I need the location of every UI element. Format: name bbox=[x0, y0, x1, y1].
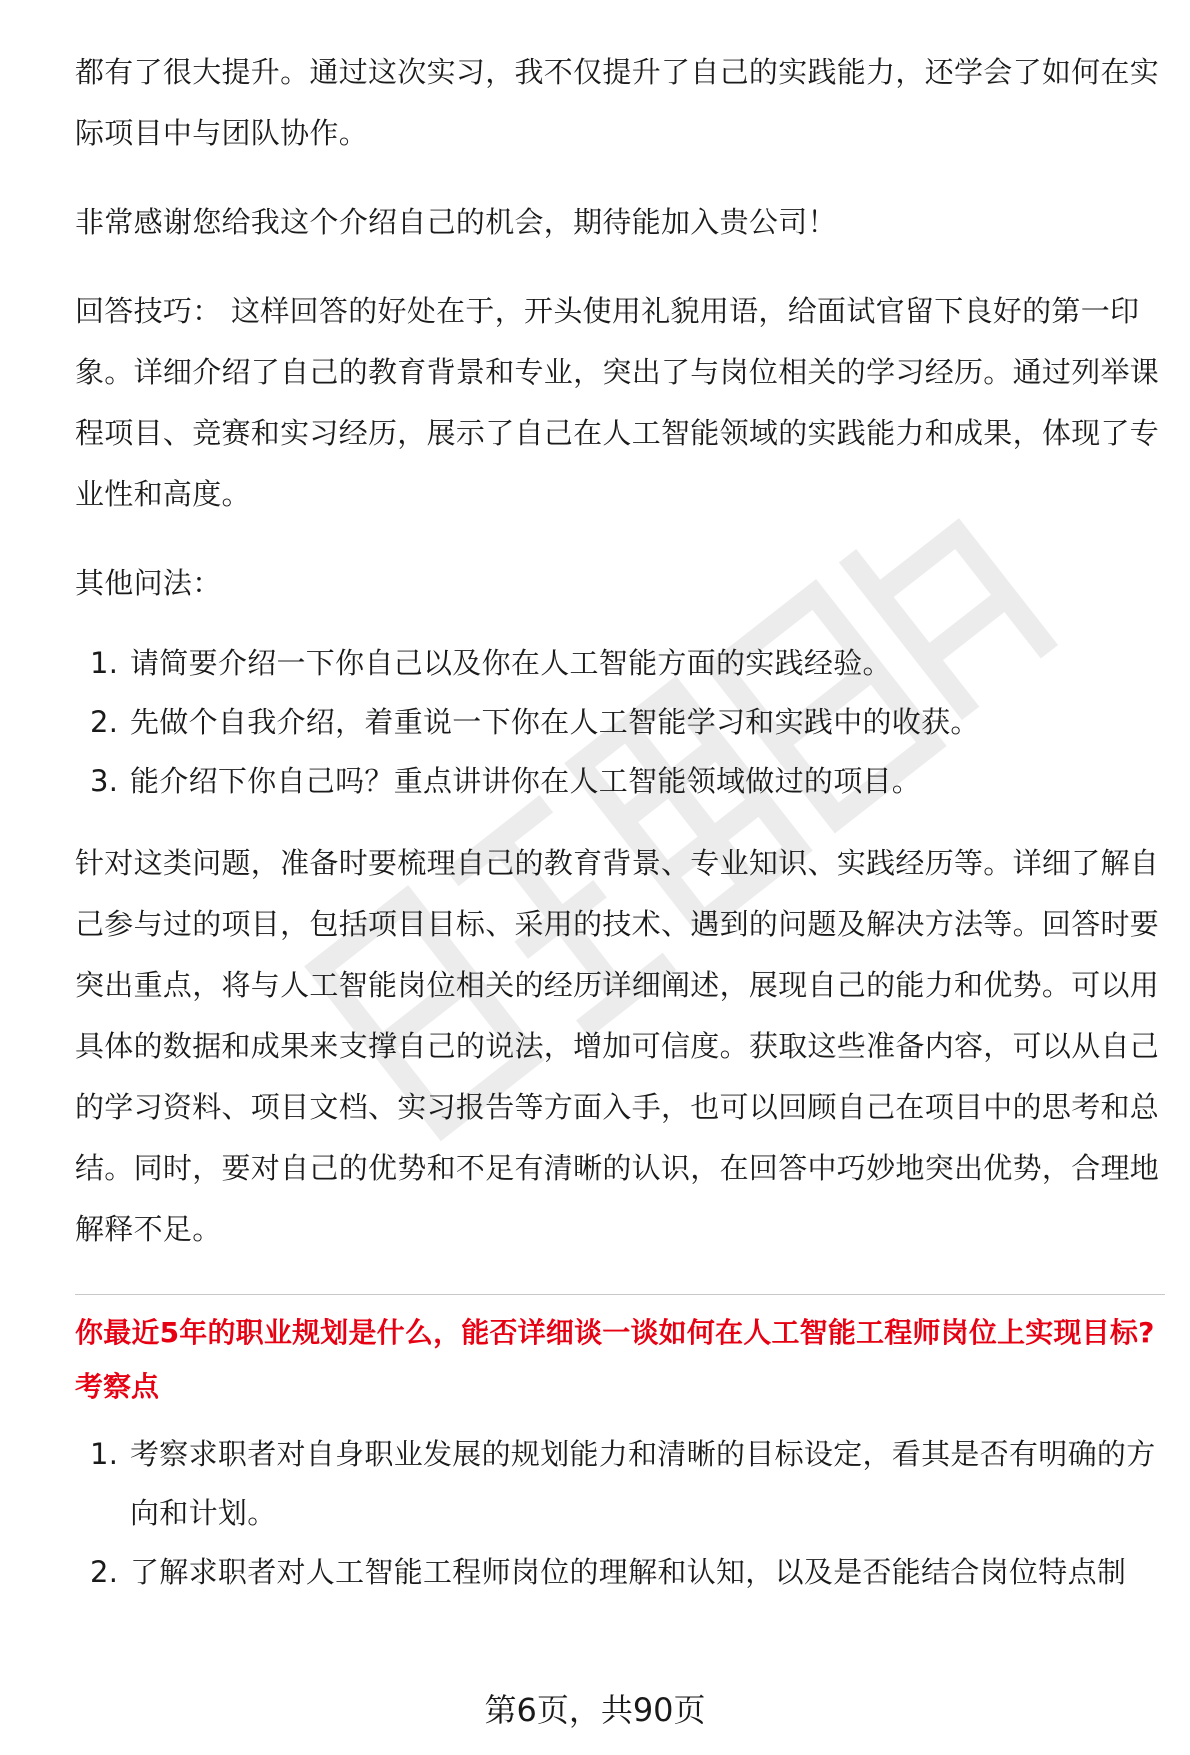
list-item bbox=[75, 634, 1165, 693]
question-heading: 你最近5年的职业规划是什么，能否详细谈一谈如何在人工智能工程师岗位上实现目标? bbox=[75, 1316, 1155, 1349]
list-item-text: 了解求职者对人工智能工程师岗位的理解和认知，以及是否能结合岗位特点制 bbox=[130, 1555, 1127, 1589]
other-questions-list bbox=[75, 634, 1165, 811]
paragraph-answer-tips: 回答技巧： 这样回答的好处在于，开头使用礼貌用语，给面试官留下良好的第一印象。详细介绍了自己的教育背景和专业，突出了与岗位相关的学习经历。通过列举课程项目、竞赛和实习经历，展示了自己在人工智能领域的实践能力和成果，体现了专业性和高度。 bbox=[75, 294, 1160, 511]
page-footer: 第6页，共90页 bbox=[484, 1691, 706, 1729]
list-item bbox=[75, 1543, 1165, 1602]
list-item bbox=[75, 752, 1165, 811]
assessment-heading: 考察点 bbox=[75, 1370, 160, 1403]
paragraph-thanks: 非常感谢您给我这个介绍自己的机会，期待能加入贵公司！ bbox=[75, 205, 837, 239]
list-number: 1. bbox=[90, 646, 119, 680]
list-item bbox=[75, 1425, 1165, 1543]
list-number: 1. bbox=[90, 1437, 119, 1471]
document-page bbox=[75, 42, 1165, 1602]
list-item-text: 考察求职者对自身职业发展的规划能力和清晰的目标设定，看其是否有明确的方向和计划。 bbox=[130, 1437, 1156, 1530]
paragraph-internship-summary: 都有了很大提升。通过这次实习，我不仅提升了自己的实践能力，还学会了如何在实际项目中与团队协作。 bbox=[75, 55, 1160, 150]
list-item-text: 请简要介绍一下你自己以及你在人工智能方面的实践经验。 bbox=[130, 646, 892, 680]
list-number: 2. bbox=[90, 1555, 119, 1589]
list-item-text: 先做个自我介绍，着重说一下你在人工智能学习和实践中的收获。 bbox=[130, 705, 980, 739]
list-number: 3. bbox=[90, 764, 119, 798]
paragraph-preparation-advice: 针对这类问题，准备时要梳理自己的教育背景、专业知识、实践经历等。详细了解自己参与过的项目，包括项目目标、采用的技术、遇到的问题及解决方法等。回答时要突出重点，将与人工智能岗位相关的经历详细阐述，展现自己的能力和优势。可以用具体的数据和成果来支撑自己的说法，增加可信度。获取这些准备内容，可以从自己的学习资料、项目文档、实习报告等方面入手，也可以回顾自己在项目中的思考和总结。同时，要对自己的优势和不足有清晰的认识，在回答中巧妙地突出优势，合理地解释不足。 bbox=[75, 846, 1160, 1246]
paragraph-other-questions-label: 其他问法： bbox=[75, 566, 222, 600]
list-number: 2. bbox=[90, 705, 119, 739]
list-item bbox=[75, 693, 1165, 752]
section-divider bbox=[75, 1294, 1165, 1295]
assessment-points-list bbox=[75, 1425, 1165, 1602]
list-item-text: 能介绍下你自己吗？重点讲讲你在人工智能领域做过的项目。 bbox=[130, 764, 922, 798]
